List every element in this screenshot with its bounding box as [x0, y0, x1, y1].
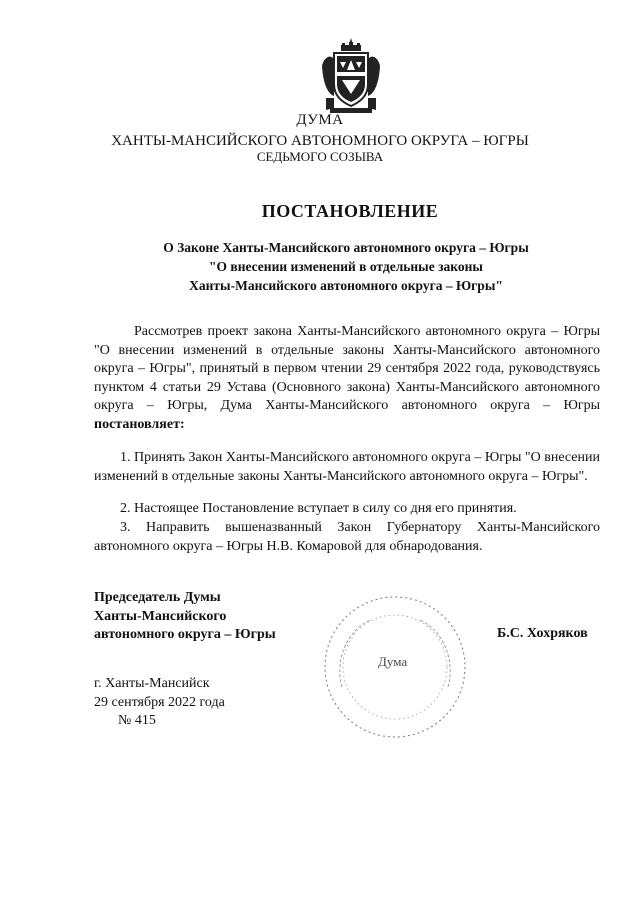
official-seal-icon — [320, 592, 470, 742]
preamble-paragraph — [94, 323, 600, 434]
document-title: ПОСТАНОВЛЕНИЕ — [261, 201, 439, 221]
chairman-position-line: Ханты-Мансийского — [94, 608, 227, 624]
subject-line: О Законе Ханты-Мансийского автономного округа – Югры — [163, 240, 529, 255]
org-name-line2: ХАНТЫ-МАНСИЙСКОГО АВТОНОМНОГО ОКРУГА – ЮГРЫ — [111, 133, 529, 149]
org-name-line1: ДУМА — [296, 112, 344, 128]
preamble-text: Рассмотрев проект закона Ханты-Мансийского автономного округа – Югры "О внесении изменений в отдельные законы Ханты-Мансийского автономного округа – Югры", принятый в первом чтении 29 сентября 2022 года, руководствуясь пунктом 4 статьи 29 Устава (Основного закона) Ханты-Мансийского автономного округа – Югры, Дума Ханты-Мансийского автономного округа – Югры — [94, 324, 600, 413]
resolution-item-2: 2. Настоящее Постановление вступает в силу со дня его принятия. — [120, 501, 517, 516]
subject-line: "О внесении изменений в отдельные законы — [209, 259, 483, 274]
adoption-date: 29 сентября 2022 года — [94, 694, 225, 710]
document-subject — [0, 238, 640, 295]
document-number: № 415 — [118, 713, 156, 728]
place-of-adoption: г. Ханты-Мансийск — [94, 676, 210, 691]
chairman-position-line: Председатель Думы — [94, 590, 221, 605]
resolution-item-1: 1. Принять Закон Ханты-Мансийского автономного округа – Югры "О внесении изменений в отдельные законы Ханты-Мансийского автономного округа – Югры". — [94, 450, 600, 484]
resolution-keyword: постановляет: — [94, 416, 185, 432]
chairman-position-line: автономного округа – Югры — [94, 627, 276, 642]
coat-of-arms-icon — [320, 36, 382, 116]
signer-name: Б.С. Хохряков — [497, 626, 588, 641]
convocation-label: СЕДЬМОГО СОЗЫВА — [256, 149, 384, 164]
document-requisites — [94, 675, 225, 731]
subject-line: Ханты-Мансийского автономного округа – Югры" — [189, 278, 503, 293]
seal-text: Дума — [378, 654, 408, 669]
resolution-item-3: 3. Направить вышеназванный Закон Губернатору Ханты-Мансийского автономного округа – Югры Н.В. Комаровой для обнародования. — [94, 520, 600, 554]
chairman-position — [94, 589, 276, 645]
